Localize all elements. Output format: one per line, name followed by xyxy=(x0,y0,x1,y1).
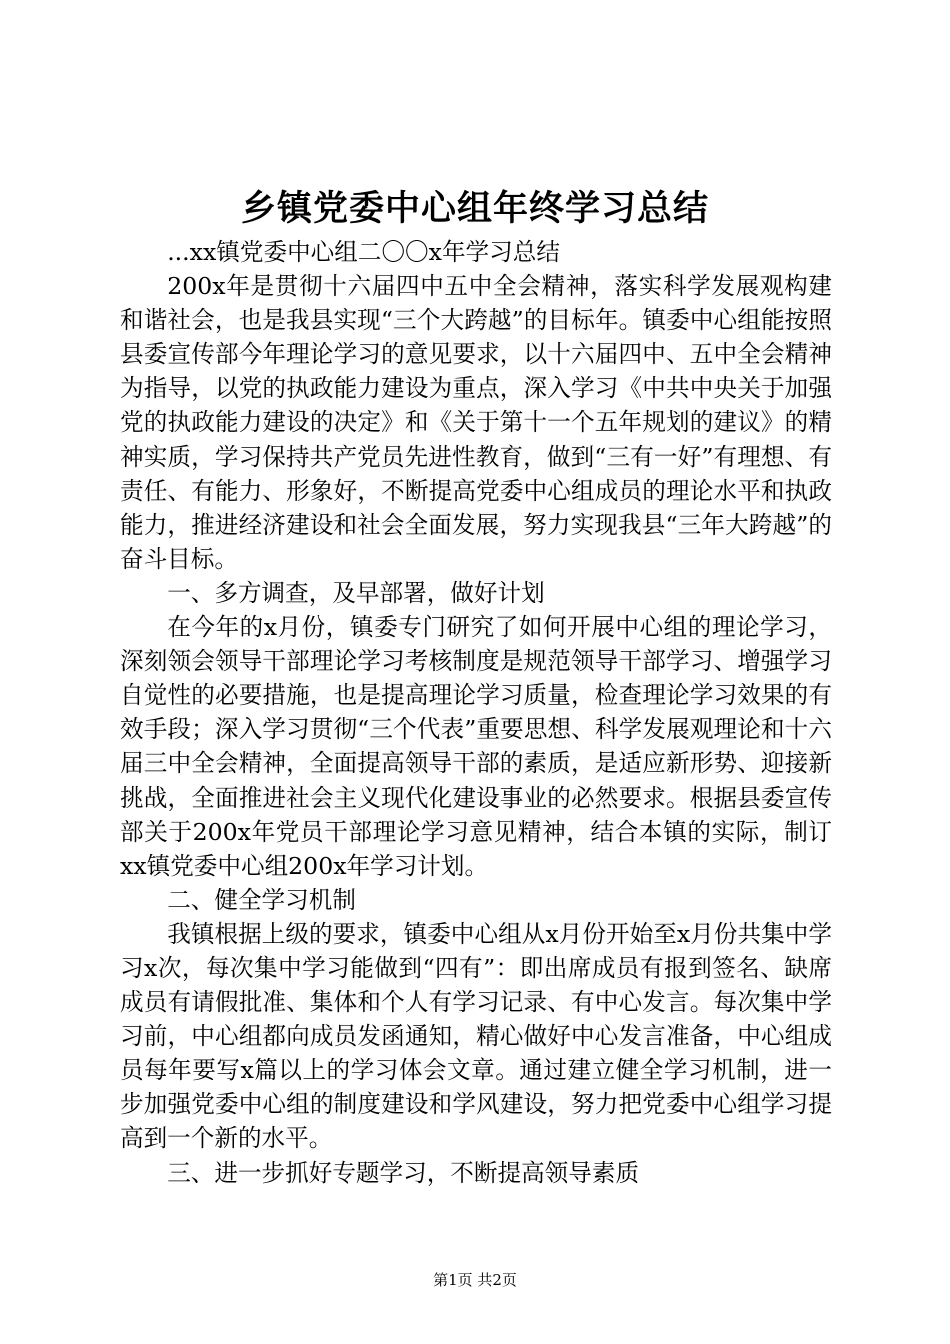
paragraph-section-2: 我镇根据上级的要求，镇委中心组从x月份开始至x月份共集中学习x次，每次集中学习能做到“四有”：即出席成员有报到签名、缺席成员有请假批准、集体和个人有学习记录、有中心发言。每次集中学习前，中心组都向成员发函通知，精心做好中心发言准备，中心组成员每年要写x篇以上的学习体会文章。通过建立健全学习机制，进一步加强党委中心组的制度建设和学风建设，努力把党委中心组学习提高到一个新的水平。 xyxy=(120,919,832,1153)
document-title: 乡镇党委中心组年终学习总结 xyxy=(240,189,709,229)
paragraph-intro: 200x年是贯彻十六届四中五中全会精神，落实科学发展观构建和谐社会，也是我县实现“三个大跨越”的目标年。镇委中心组能按照县委宣传部今年理论学习的意见要求，以十六届四中、五中全会精神为指导，以党的执政能力建设为重点，深入学习《中共中央关于加强党的执政能力建设的决定》和《关于第十一个五年规划的建议》的精神实质，学习保持共产党员先进性教育，做到“三有一好”有理想、有责任、有能力、形象好，不断提高党委中心组成员的理论水平和执政能力，推进经济建设和社会全面发展，努力实现我县“三年大跨越”的奋斗目标。 xyxy=(120,272,832,573)
page-number-footer: 第1页 共2页 xyxy=(433,1271,517,1289)
document-body xyxy=(120,235,832,1190)
section-heading-3: 三、进一步抓好专题学习，不断提高领导素质 xyxy=(167,1158,640,1187)
paragraph-section-1: 在今年的x月份，镇委专门研究了如何开展中心组的理论学习，深刻领会领导干部理论学习考核制度是规范领导干部学习、增强学习自觉性的必要措施，也是提高理论学习质量，检查理论学习效果的有效手段；深入学习贯彻“三个代表”重要思想、科学发展观理论和十六届三中全会精神，全面提高领导干部的素质，是适应新形势、迎接新挑战，全面推进社会主义现代化建设事业的必然要求。根据县委宣传部关于200x年党员干部理论学习意见精神，结合本镇的实际，制订xx镇党委中心组200x年学习计划。 xyxy=(120,613,832,880)
section-heading-1: 一、多方调查，及早部署，做好计划 xyxy=(167,578,545,607)
paragraph-subtitle: ...xx镇党委中心组二〇〇x年学习总结 xyxy=(167,238,560,266)
section-heading-2: 二、健全学习机制 xyxy=(167,885,356,914)
